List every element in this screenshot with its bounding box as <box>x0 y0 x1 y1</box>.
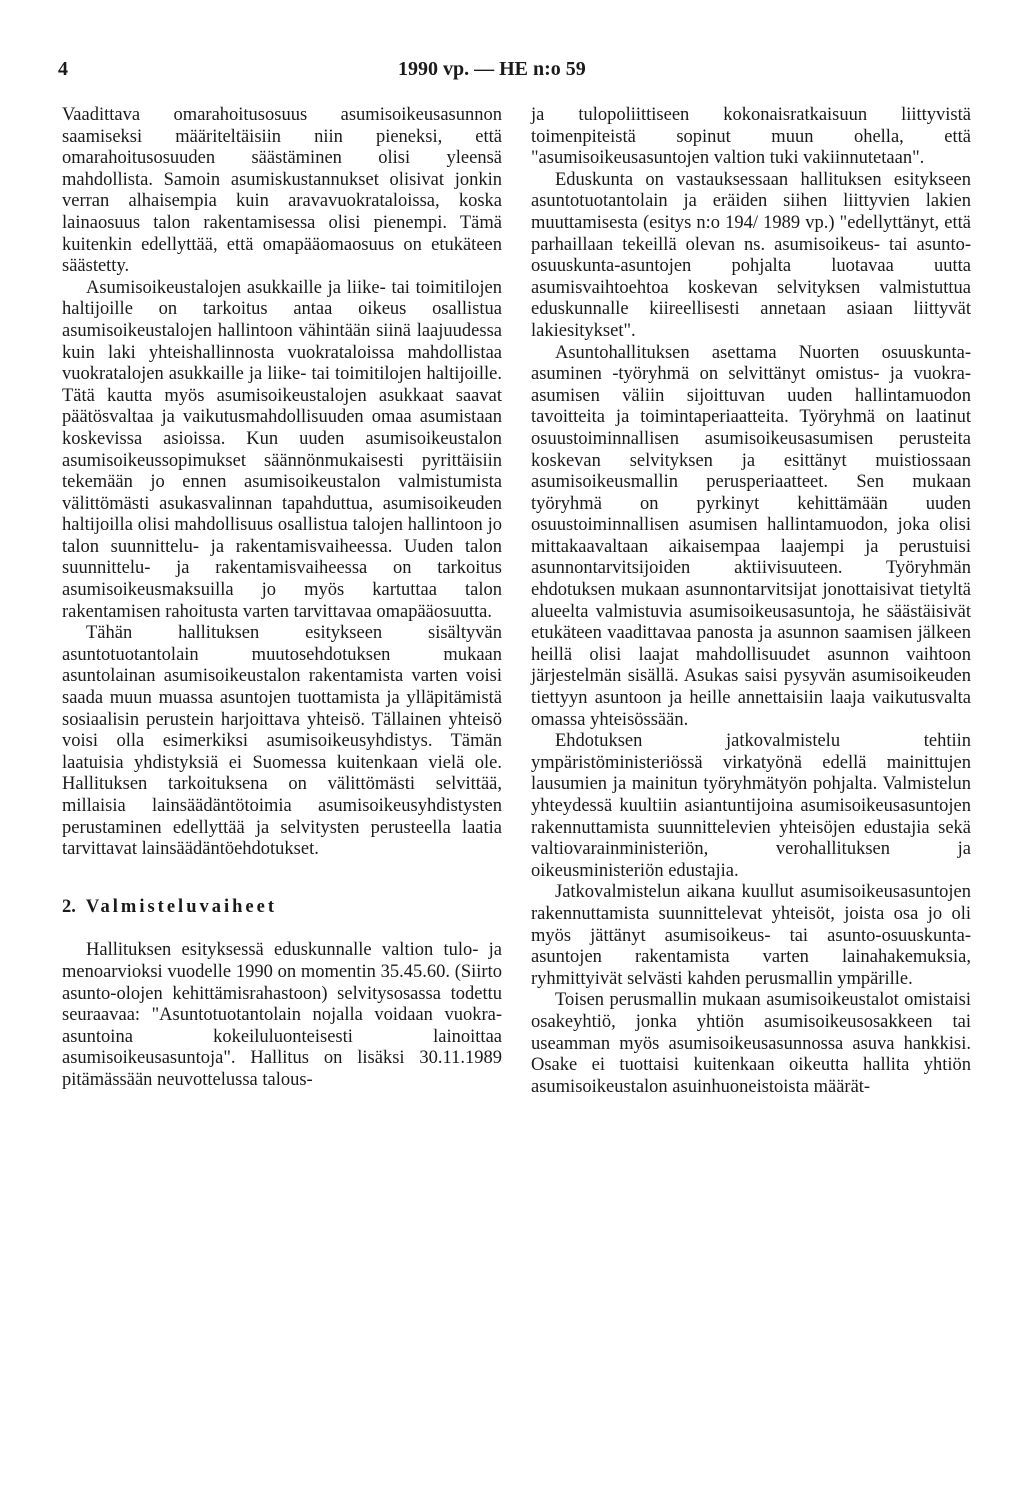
paragraph: Asuntohallituksen asettama Nuorten osuuskunta-asuminen -työryhmä on selvittänyt omistus- ja vuokra-asumisen väliin sijoittuvan uuden hallintamuodon tavoitteita ja toimintaperiaatteita. Työryhmä on laatinut osuustoiminnallisen asumisoikeusasumisen perusteita koskevan selvityksen ja esittänyt muistiossaan asumisoikeusmallin perusperiaatteet. Sen mukaan työryhmä on pyrkinyt kehittämään uuden osuustoiminnallisen asumisen hallintamuodon, joka olisi mittakaavaltaan aikaisempaa laajempi ja perustuisi asunnontarvitsijoiden aktiivisuuteen. Työryhmän ehdotuksen mukaan asunnontarvitsijat jonottaisivat tietyltä alueelta valmistuvia asumisoikeusasuntoja, he säästäisivät etukäteen vaadittavaa panosta ja asunnon saamisen jälkeen heillä olisi laajat mahdollisuudet asunnon vaihtoon järjestelmän sisällä. Asukas saisi pysyvän asumisoikeuden tiettyyn asuntoon ja heille annettaisiin laaja vaikutusvalta omassa yhteisössään. <box>531 342 971 730</box>
paragraph: Asumisoikeustalojen asukkaille ja liike- tai toimitilojen haltijoille on tarkoitus antaa oikeus osallistua asumisoikeustalojen hallintoon vähintään siinä laajuudessa kuin laki yhteishallinnosta vuokrataloissa mahdollistaa vuokratalojen asukkaille ja liike- tai toimitilojen haltijoille. Tätä kautta myös asumisoikeustalojen asukkaat saavat päätösvaltaa ja vaikutusmahdollisuuden omaa asumistaan koskevissa asioissa. Kun uuden asumisoikeustalon asumisoikeussopimukset säännönmukaisesti pyrittäisiin tekemään jo ennen asumisoikeustalon valmistumista välittömästi asukasvalinnan tapahduttua, asumisoikeuden haltijoilla olisi mahdollisuus osallistua talojen hallintoon jo talon suunnittelu- ja rakentamisvaiheessa. Uuden talon suunnittelu- ja rakentamisvaiheessa on tarkoitus asumisoikeusmaksuilla jo myös kartuttaa talon rakentamisen rahoitusta varten tarvittavaa omapääosuutta. <box>62 277 502 622</box>
paragraph: Ehdotuksen jatkovalmistelu tehtiin ympäristöministeriössä virkatyönä edellä mainittujen lausumien ja mainitun työryhmätyön pohjalta. Valmistelun yhteydessä kuultiin asiantuntijoina asumisoikeusasuntojen rakennuttamista suunnittelevien yhteisöjen edustajia sekä valtiovarainministeriön, verohallituksen ja oikeusministeriön edustajia. <box>531 731 971 881</box>
page-header <box>58 58 978 88</box>
paragraph: Toisen perusmallin mukaan asumisoikeustalot omistaisi osakeyhtiö, jonka yhtiön asumisoikeusosakkeen tai useamman myös asumisoikeusasunnossa asuva hankkisi. Osake ei tuottaisi kuitenkaan oikeutta hallita yhtiön asumisoikeustalon asuinhuoneistoista määrät- <box>531 990 971 1097</box>
right-column <box>531 105 971 1098</box>
paragraph: Hallituksen esityksessä eduskunnalle valtion tulo- ja menoarvioksi vuodelle 1990 on momentin 35.45.60. (Siirto asunto-olojen kehittämisrahastoon) selvitysosassa todettu seuraavaa: "Asuntotuotantolain nojalla voidaan vuokra-asuntoina kokeiluluonteisesti lainoittaa asumisoikeusasuntoja". Hallitus on lisäksi 30.11.1989 pitämässään neuvottelussa talous- <box>62 940 502 1090</box>
section-heading <box>62 897 502 919</box>
section-number: 2. <box>62 896 76 917</box>
paragraph: Vaadittava omarahoitusosuus asumisoikeusasunnon saamiseksi määriteltäisiin niin pieneksi, että omarahoitusosuuden säästäminen olisi yleensä mahdollista. Samoin asumiskustannukset olisivat jonkin verran alhaisempia kuin aravavuokrataloissa, koska lainaosuus talon rakentamisessa olisi pienempi. Tämä kuitenkin edellyttää, että omapääomaosuus on etukäteen säästetty. <box>62 105 502 277</box>
paragraph: ja tulopoliittiseen kokonaisratkaisuun liittyvistä toimenpiteistä sopinut muun ohella, että "asumisoikeusasuntojen valtion tuki vakiinnutetaan". <box>531 105 971 169</box>
paragraph: Eduskunta on vastauksessaan hallituksen esitykseen asuntotuotantolain ja eräiden siihen liittyvien lakien muuttamisesta (esitys n:o 194/ 1989 vp.) "edellyttänyt, että parhaillaan tekeillä olevan ns. asumisoikeus- tai asunto-osuuskunta-asuntojen pohjalta luotavaa uutta asumisvaihtoehtoa koskevan selvityksen valmistuttua eduskunnalle kiireellisesti annetaan asiaan liittyvät lakiesitykset". <box>531 169 971 341</box>
left-column <box>62 105 502 1092</box>
paragraph: Jatkovalmistelun aikana kuullut asumisoikeusasuntojen rakennuttamista suunnittelevat yhteisöt, joista osa jo oli myös jättänyt asumisoikeus- tai asunto-osuuskunta-asuntojen rakentamista varten lainahakemuksia, ryhmittyivät selvästi kahden perusmallin ympärille. <box>531 882 971 989</box>
paragraph: Tähän hallituksen esitykseen sisältyvän asuntotuotantolain muutosehdotuksen mukaan asuntolainan asumisoikeustalon rakentamista varten voisi saada muun muassa asuntojen tuottamista ja ylläpitämistä sosiaalisin perustein harjoittava yhteisö. Tällainen yhteisö voisi olla esimerkiksi asumisoikeusyhdistys. Tämän laatuisia yhdistyksiä ei Suomessa kuitenkaan vielä ole. Hallituksen tarkoituksena on välittömästi selvittää, millaisia lainsäädäntötoimia asumisoikeusyhdistysten perustaminen edellyttää ja selvitysten perusteella laatia tarvittavat lainsäädäntöehdotukset. <box>62 623 502 860</box>
section-title: Valmisteluvaiheet <box>85 896 277 917</box>
page-number: 4 <box>58 58 68 80</box>
running-title: 1990 vp. — HE n:o 59 <box>398 58 586 80</box>
